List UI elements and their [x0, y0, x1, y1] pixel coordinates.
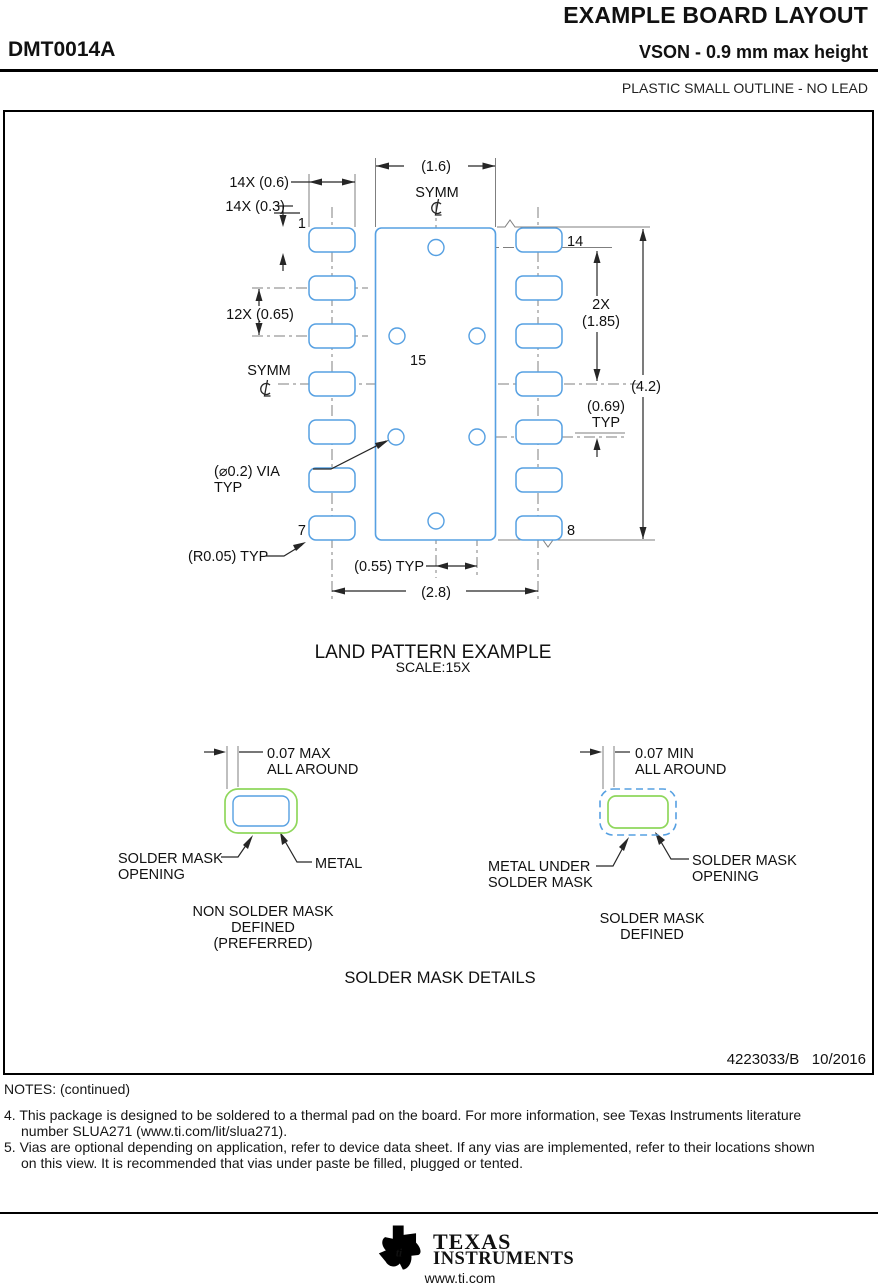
package-type: PLASTIC SMALL OUTLINE - NO LEAD [621, 80, 868, 96]
pin-7-label: 7 [297, 523, 306, 539]
dim-via-offset-label: (0.69) [587, 399, 625, 415]
pad-2 [309, 276, 355, 300]
pad-7 [309, 516, 355, 540]
land-pattern-scale: SCALE:15X [395, 659, 471, 675]
package-info: VSON - 0.9 mm max height [638, 42, 868, 62]
thermal-pad [376, 228, 496, 540]
smd-opening-label2: OPENING [692, 869, 759, 885]
nsmd-caption2: DEFINED [231, 920, 295, 936]
smd-clearance-label: 0.07 MIN [635, 746, 694, 762]
symm-top-label: SYMM [415, 185, 459, 201]
dim-via-offset-typ-label: TYP [591, 415, 621, 431]
notes-heading: NOTES: (continued) [4, 1081, 131, 1097]
pad-3 [309, 324, 355, 348]
via [469, 328, 485, 344]
via [428, 513, 444, 529]
pad-1 [309, 228, 355, 252]
via [389, 328, 405, 344]
via [388, 429, 404, 445]
pad-11 [516, 372, 562, 396]
part-number: DMT0014A [8, 38, 116, 61]
dim-row-span-value-label: (1.85) [582, 314, 620, 330]
dim-pitch-label: 12X (0.65) [226, 307, 294, 323]
smd-metal-under-mask-shape [608, 796, 668, 828]
pad-14 [516, 228, 562, 252]
note-5-line1: 5. Vias are optional depending on application, refer to device data sheet. If any vias are implemented, refer to their locations shown [4, 1139, 815, 1155]
note-4-line2: number SLUA271 (www.ti.com/lit/slua271). [21, 1123, 288, 1139]
centerline-symbol-left [261, 380, 271, 396]
nsmd-metal-label: METAL [315, 856, 363, 872]
pad-5 [309, 420, 355, 444]
dim-row-span-count-label: 2X [592, 297, 610, 313]
nsmd-clearance-label2: ALL AROUND [267, 762, 359, 778]
smd-metal-label2: SOLDER MASK [488, 875, 593, 891]
nsmd-clearance-label: 0.07 MAX [267, 746, 331, 762]
land-pattern-title: LAND PATTERN EXAMPLE [314, 642, 552, 663]
pin-14-label: 14 [567, 234, 584, 250]
via [428, 240, 444, 256]
smd-metal-label: METAL UNDER [488, 859, 591, 875]
pin-8-label: 8 [567, 523, 576, 539]
land-pattern-view [188, 158, 661, 675]
solder-mask-details-title: SOLDER MASK DETAILS [344, 969, 536, 987]
pin-1-label: 1 [297, 216, 306, 232]
note-4-line1: 4. This package is designed to be soldered to a thermal pad on the board. For more information, see Texas Instruments literature [4, 1107, 802, 1123]
brand-name-texas: TEXAS [433, 1229, 512, 1254]
centerline-symbol-top [432, 199, 442, 215]
dim-via-spacing-label: (0.55) TYP [354, 559, 424, 575]
dim-via-diameter-label: (⌀0.2) VIA [214, 464, 280, 480]
right-pad-column [516, 228, 562, 540]
nsmd-opening-label: SOLDER MASK [118, 851, 223, 867]
dim-pad-span-label: (2.8) [421, 585, 451, 601]
smd-detail [488, 746, 797, 943]
dim-overall-height-label: (4.2) [631, 379, 661, 395]
smd-opening-label: SOLDER MASK [692, 853, 797, 869]
smd-clearance-label2: ALL AROUND [635, 762, 727, 778]
pad-12 [516, 324, 562, 348]
document-number: 4223033/B 10/2016 [726, 1051, 866, 1068]
pad-4 [309, 372, 355, 396]
smd-caption2: DEFINED [620, 927, 684, 943]
website-url: www.ti.com [424, 1270, 496, 1286]
dim-via-diameter-typ-label: TYP [214, 480, 243, 496]
dim-corner-radius-label: (R0.05) TYP [188, 549, 269, 565]
nsmd-metal-pad-shape [233, 796, 289, 826]
dim-pad-height-label: 14X (0.3) [225, 199, 285, 215]
nsmd-caption: NON SOLDER MASK [192, 904, 334, 920]
pad-6 [309, 468, 355, 492]
smd-caption: SOLDER MASK [599, 911, 705, 927]
pad-8 [516, 516, 562, 540]
note-5-line2: on this view. It is recommended that vias under paste be filled, plugged or tented. [21, 1155, 523, 1171]
via [469, 429, 485, 445]
footer-rule [0, 1212, 878, 1214]
nsmd-opening-label2: OPENING [118, 867, 185, 883]
dim-pad-width-label: 14X (0.6) [229, 175, 289, 191]
symm-left-label: SYMM [247, 363, 291, 379]
nsmd-caption3: (PREFERRED) [213, 936, 313, 952]
solder-mask-details [118, 746, 797, 987]
nsmd-detail [118, 746, 362, 952]
pad-13 [516, 276, 562, 300]
pad-9 [516, 468, 562, 492]
brand-name-instruments: INSTRUMENTS [433, 1249, 575, 1269]
page-title: EXAMPLE BOARD LAYOUT [563, 2, 868, 28]
ti-logo [372, 1224, 426, 1272]
pin-15-label: 15 [410, 353, 427, 369]
pad-10 [516, 420, 562, 444]
dim-thermal-width-label: (1.6) [421, 159, 451, 175]
ti-logo-text: ti [395, 1247, 403, 1260]
